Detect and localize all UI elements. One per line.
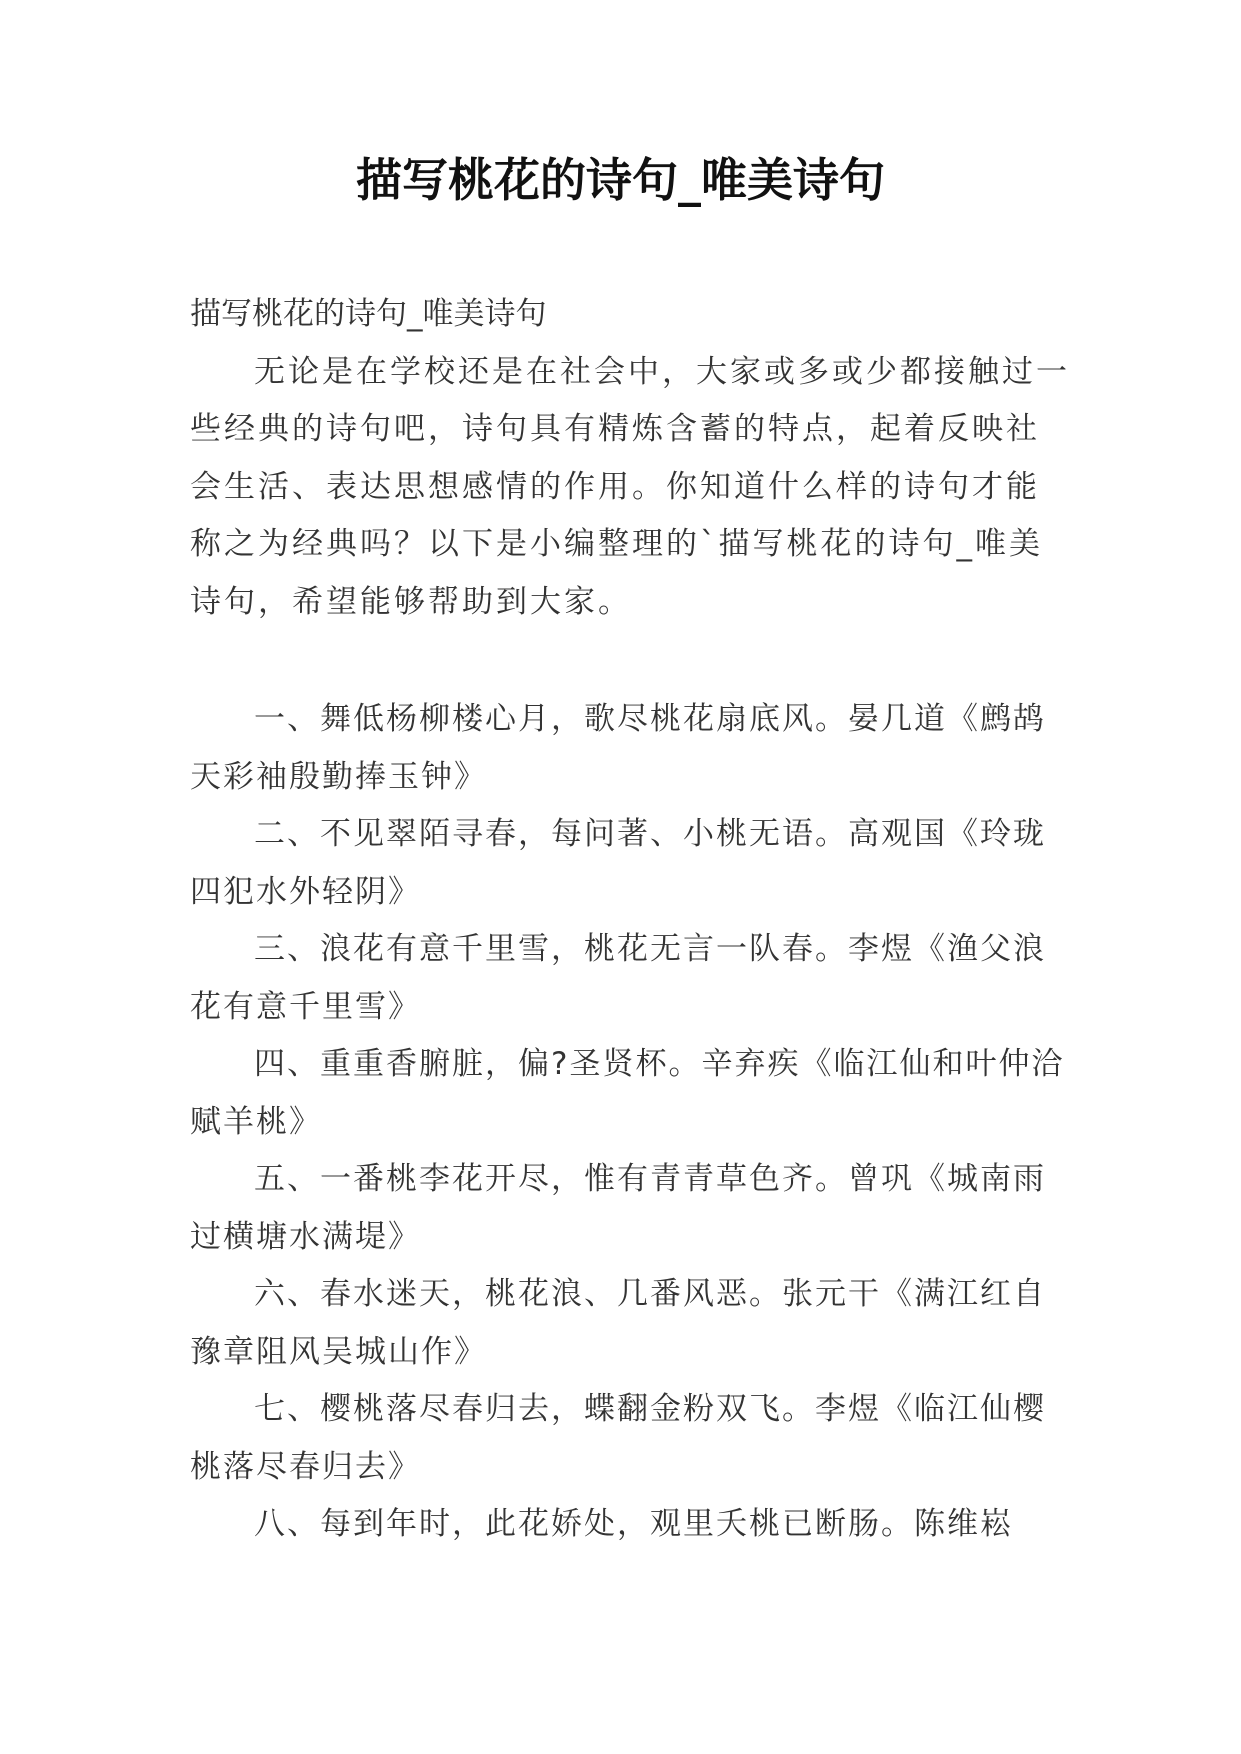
intro-paragraph: 无论是在学校还是在社会中，大家或多或少都接触过一些经典的诗句吧，诗句具有精炼含蓄的特点，起着反映社会生活、表达思想感情的作用。你知道什么样的诗句才能称之为经典吗？以下是小编整理的`描写桃花的诗句_唯美诗句，希望能够帮助到大家。 (190, 353, 1070, 620)
paragraph-gap (190, 631, 1070, 691)
poem-line: 七、樱桃落尽春归去，蝶翻金粉双飞。李煜《临江仙樱桃落尽春归去》 (190, 1391, 1046, 1485)
document-body (190, 286, 1070, 1554)
poem-line: 二、不见翠陌寻春，每问著、小桃无语。高观国《玲珑四犯水外轻阴》 (190, 816, 1046, 910)
poem-line: 三、浪花有意千里雪，桃花无言一队春。李煜《渔父浪花有意千里雪》 (190, 931, 1046, 1025)
poem-line: 六、春水迷天，桃花浪、几番风恶。张元干《满江红自豫章阻风吴城山作》 (190, 1276, 1046, 1370)
poem-line: 五、一番桃李花开尽，惟有青青草色齐。曾巩《城南雨过横塘水满堤》 (190, 1161, 1046, 1255)
document-subtitle: 描写桃花的诗句_唯美诗句 (190, 296, 547, 332)
poem-line: 一、舞低杨柳楼心月，歌尽桃花扇底风。晏几道《鹧鸪天彩袖殷勤捧玉钟》 (190, 701, 1046, 795)
poem-line: 八、每到年时，此花娇处，观里夭桃已断肠。陈维崧 (254, 1506, 1013, 1542)
poem-line: 四、重重香腑脏，偏?圣贤杯。辛弃疾《临江仙和叶仲洽赋羊桃》 (190, 1046, 1065, 1140)
document-title: 描写桃花的诗句_唯美诗句 (356, 153, 885, 207)
